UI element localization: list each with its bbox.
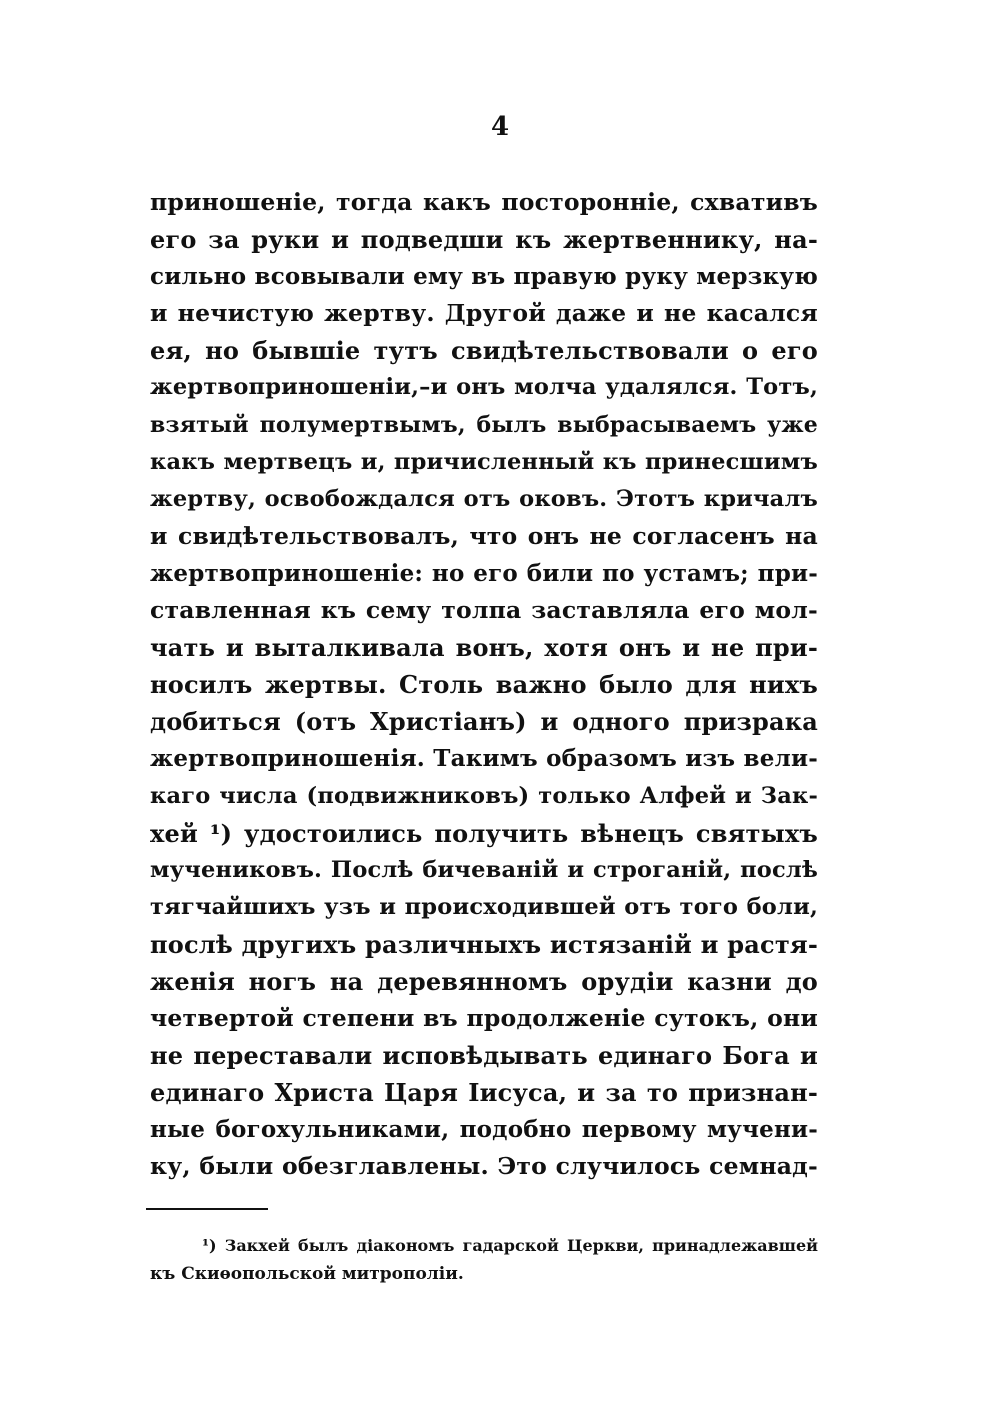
text-line: жертвоприношеніе: но его били по устамъ; при- bbox=[150, 559, 818, 587]
text-line: ея, но бывшіе тутъ свидѣтельствовали о его bbox=[150, 336, 818, 366]
footnote-line: къ Скиѳопольской митрополіи. bbox=[150, 1264, 464, 1284]
text-line: жертву, освобождался отъ оковъ. Этотъ кричалъ bbox=[150, 485, 818, 512]
text-line: и нечистую жертву. Другой даже и не касался bbox=[150, 299, 818, 328]
text-line: и свидѣтельствовалъ, что онъ не согласенъ на bbox=[150, 521, 818, 550]
text-line: тягчайшихъ узъ и происходившей отъ того боли, bbox=[150, 893, 818, 920]
text-line: взятый полумертвымъ, былъ выбрасываемъ уже bbox=[150, 411, 818, 438]
text-line: его за руки и подведши къ жертвеннику, на- bbox=[150, 225, 818, 255]
text-line: ные богохульниками, подобно первому мучени- bbox=[150, 1116, 818, 1144]
text-line: ставленная къ сему толпа заставляла его мол- bbox=[150, 596, 818, 625]
text-line: приношеніе, тогда какъ посторонніе, схвативъ bbox=[150, 188, 818, 216]
text-line: послѣ другихъ различныхъ истязаній и растя- bbox=[150, 929, 818, 959]
text-line: носилъ жертвы. Столь важно было для нихъ bbox=[150, 670, 818, 700]
text-line: единаго Христа Царя Іисуса, и за то признан- bbox=[150, 1078, 818, 1108]
footnote bbox=[150, 1232, 818, 1288]
text-line: чать и выталкивала вонъ, хотя онъ и не при- bbox=[150, 633, 818, 663]
text-line: добиться (отъ Христіанъ) и одного призрака bbox=[150, 707, 818, 737]
footnote-line: ¹) Закхей былъ діакономъ гадарской Церкви, принадлежавшей bbox=[202, 1236, 818, 1255]
text-line: какъ мертвецъ и, причисленный къ принесшимъ bbox=[150, 448, 818, 475]
footnote-divider bbox=[146, 1208, 268, 1210]
text-line: мучениковъ. Послѣ бичеваній и строганій, послѣ bbox=[150, 856, 818, 883]
text-line: ку, были обезглавлены. Это случилось семнад- bbox=[150, 1152, 818, 1181]
text-line: женія ногъ на деревянномъ орудіи казни до bbox=[150, 966, 818, 996]
text-line: жертвоприношеніи,–и онъ молча удалялся. Тотъ, bbox=[150, 374, 818, 401]
text-line: жертвоприношенія. Такимъ образомъ изъ вели- bbox=[150, 745, 818, 773]
text-line: сильно всовывали ему въ правую руку мерзкую bbox=[150, 263, 818, 291]
text-line: четвертой степени въ продолженіе сутокъ, они bbox=[150, 1004, 818, 1033]
text-line: не переставали исповѣдывать единаго Бога и bbox=[150, 1041, 818, 1071]
body-text bbox=[150, 184, 818, 1186]
text-line: хей ¹) удостоились получить вѣнецъ святыхъ bbox=[150, 818, 818, 848]
page-number: 4 bbox=[490, 112, 510, 142]
text-line: каго числа (подвижниковъ) только Алфей и Зак- bbox=[150, 782, 818, 809]
